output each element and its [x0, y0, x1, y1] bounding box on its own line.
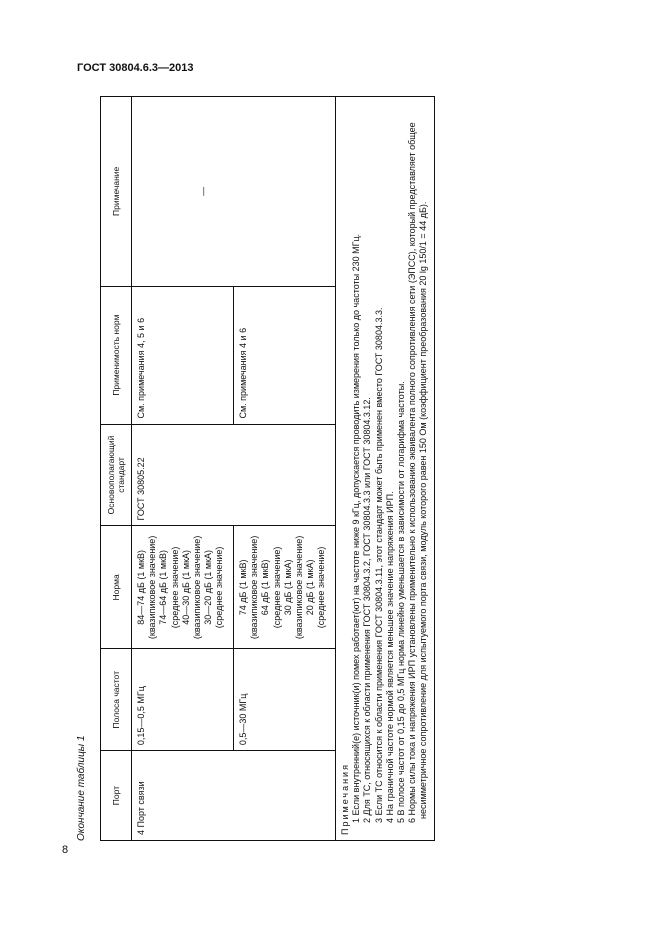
norm-line: (среднее значение): [271, 546, 282, 629]
cell-applicability: См. примечания 4 и 6: [234, 286, 336, 424]
cell-band: 0,5—30 МГц: [234, 649, 336, 751]
note-item: 1 Если внутренний(е) источник(и) помех работает(ют) на частоте ниже 9 кГц, допускается проводить измерения только до частоты 230 МГц.: [351, 233, 362, 823]
norm-line: (квазипиковое значение): [192, 535, 203, 640]
norm-line: 30—20 дБ (1 мкА): [203, 549, 214, 625]
column-header-norm: Норма: [101, 526, 132, 649]
table-caption: Окончание таблицы 1: [76, 735, 87, 841]
cell-norm: [132, 526, 234, 649]
cell-norm: [234, 526, 336, 649]
norm-line: 20 дБ (1 мкА): [305, 559, 316, 616]
document-code: ГОСТ 30804.6.3—2013: [77, 62, 194, 74]
rotated-table-area: [76, 96, 442, 841]
note-item: 6 Нормы силы тока и напряжения ИРП установлены применительно к использованию эквивалента полного сопротивления сети (ЭПСС), который представляет общее несимметричное сопротивление для испытуемого порта связи, модуль которого равен 150 Ом (коэффициент преобразования 20 lg 150/1 = 44 дБ).: [407, 122, 429, 823]
norm-line: (квазипиковое значение): [147, 535, 158, 640]
norm-line: (квазипиковое значение): [294, 535, 305, 640]
column-header-applicability: Применимость норм: [101, 286, 132, 424]
notes-cell: [336, 97, 435, 841]
norm-line: (среднее значение): [316, 546, 327, 629]
table-header-row: [101, 97, 132, 841]
norm-line: 74 дБ (1 мкВ): [238, 559, 248, 616]
norm-line: 74—64 дБ (1 мкВ): [158, 549, 169, 625]
cell-remark: [132, 97, 336, 287]
norm-line: 84—74 дБ (1 мкВ): [136, 549, 146, 625]
note-item: 5 В полосе частот от 0,15 до 0,5 МГц норма линейно уменьшается в зависимости от логарифма частоты.: [396, 381, 407, 823]
remark-dash: —: [198, 186, 208, 196]
note-item: 3 Если ТС относится к области применения ГОСТ 30804.3.11, этот стандарт может быть применен вместо ГОСТ 30804.3.3.: [373, 307, 384, 823]
norm-line: 40—30 дБ (1 мкА): [180, 549, 191, 625]
notes-row: [336, 97, 435, 841]
note-item: 4 На граничной частоте нормой является меньшее значение напряжения ИРП.: [384, 491, 395, 823]
page-number: 8: [62, 844, 69, 856]
norm-line: 64 дБ (1 мкВ): [260, 559, 271, 616]
cell-band: 0,15—0,5 МГц: [132, 649, 234, 751]
norm-line: 30 дБ (1 мкА): [282, 559, 293, 616]
notes-heading: Примечания: [340, 763, 350, 835]
cell-applicability: См. примечания 4, 5 и 6: [132, 286, 234, 424]
cell-port: 4 Порт связи: [132, 751, 336, 841]
norm-line: (среднее значение): [169, 546, 180, 629]
standards-table: [100, 96, 435, 841]
column-header-band: Полоса частот: [101, 649, 132, 751]
norm-line: (среднее значение): [214, 546, 225, 629]
norm-line: (квазипиковое значение): [249, 535, 260, 640]
table-row: [132, 97, 234, 841]
column-header-port: Порт: [101, 751, 132, 841]
column-header-standard: Основополагающий стандарт: [101, 424, 132, 526]
note-item: 2 Для ТС, относящихся к области применения ГОСТ 30804.3.2, ГОСТ 30804.3.3 или ГОСТ 30804.3.12.: [362, 397, 373, 823]
cell-standard: ГОСТ 30805.22: [132, 424, 336, 526]
column-header-remark: Примечание: [101, 97, 132, 287]
